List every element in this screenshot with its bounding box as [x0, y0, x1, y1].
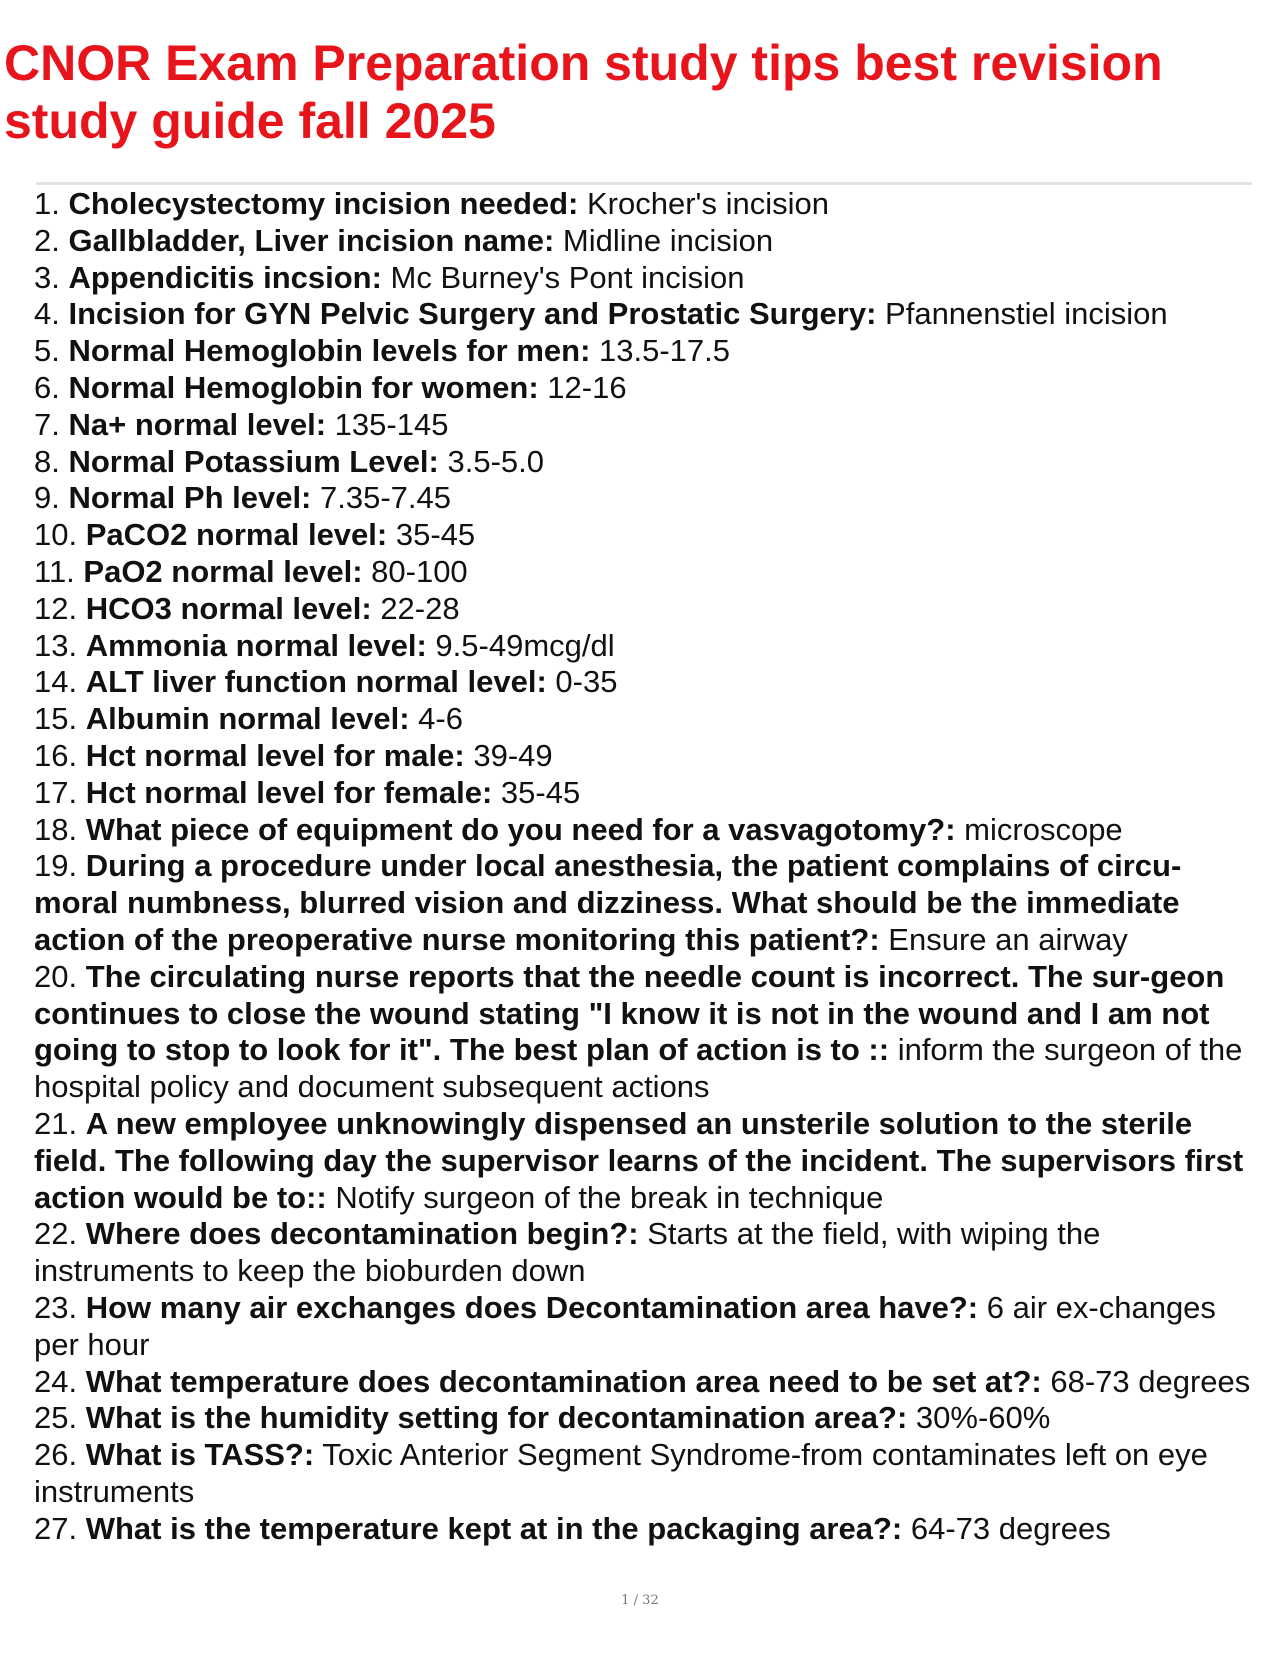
- item-answer: 39-49: [464, 737, 553, 773]
- item-answer: 4-6: [409, 701, 463, 737]
- item-answer: 30%-60%: [907, 1400, 1051, 1436]
- item-question: Normal Hemoglobin for women:: [68, 369, 539, 405]
- item-number: 21.: [34, 1105, 86, 1141]
- item-question: Normal Potassium Level:: [68, 443, 439, 479]
- list-item: [34, 1290, 1264, 1364]
- item-number: 10.: [34, 517, 86, 553]
- item-answer: 9.5-49mcg/dl: [426, 627, 615, 663]
- item-answer: 22-28: [371, 590, 460, 626]
- list-item: [34, 1216, 1264, 1290]
- item-number: 23.: [34, 1289, 86, 1325]
- item-answer: 6 air ex-changes per hour: [34, 1289, 1216, 1362]
- item-number: 20.: [34, 958, 86, 994]
- item-answer: Starts at the field, with wiping the instruments to keep the bioburden down: [34, 1216, 1101, 1289]
- item-question: Incision for GYN Pelvic Surgery and Prostatic Surgery:: [68, 296, 877, 332]
- item-answer: Toxic Anterior Segment Syndrome-from contaminates left on eye instruments: [34, 1437, 1208, 1509]
- page-indicator: 1 / 32: [621, 1593, 659, 1608]
- item-question: How many air exchanges does Decontamination area have?:: [85, 1289, 979, 1325]
- item-number: 2.: [34, 222, 69, 258]
- item-number: 7.: [34, 406, 69, 442]
- item-number: 26.: [34, 1437, 86, 1473]
- list-item: [34, 554, 1264, 591]
- list-item: [34, 260, 1264, 297]
- item-answer: 68-73 degrees: [1041, 1363, 1251, 1399]
- item-answer: 12-16: [538, 369, 627, 405]
- item-number: 15.: [34, 701, 86, 737]
- item-number: 4.: [34, 296, 69, 332]
- list-item: [34, 517, 1264, 554]
- item-number: 24.: [34, 1363, 86, 1399]
- list-item: [34, 848, 1264, 958]
- list-item: [34, 186, 1264, 223]
- item-answer: Midline incision: [554, 222, 774, 258]
- item-answer: Mc Burney's Pont incision: [381, 259, 745, 295]
- item-question: What is TASS?:: [85, 1437, 315, 1473]
- item-number: 6.: [34, 369, 69, 405]
- item-answer: 3.5-5.0: [438, 443, 544, 479]
- list-item: [34, 1511, 1264, 1548]
- item-number: 5.: [34, 333, 69, 369]
- item-answer: Pfannenstiel incision: [876, 296, 1168, 332]
- item-answer: microscope: [955, 811, 1123, 847]
- list-item: [34, 1400, 1264, 1437]
- item-answer: 35-45: [387, 517, 476, 553]
- item-question: PaO2 normal level:: [83, 553, 363, 589]
- item-number: 27.: [34, 1510, 86, 1546]
- item-number: 17.: [34, 774, 86, 810]
- item-answer: 135-145: [326, 406, 449, 442]
- item-number: 3.: [34, 259, 69, 295]
- item-answer: 80-100: [362, 553, 468, 589]
- list-item: [34, 701, 1264, 738]
- item-number: 8.: [34, 443, 69, 479]
- list-item: [34, 1364, 1264, 1401]
- list-item: [34, 738, 1264, 775]
- list-item: [34, 1437, 1264, 1511]
- document-title: CNOR Exam Preparation study tips best revision study guide fall 2025: [4, 35, 1163, 149]
- list-item: [34, 664, 1264, 701]
- item-question: HCO3 normal level:: [85, 590, 372, 626]
- item-answer: 0-35: [546, 664, 618, 700]
- item-number: 1.: [34, 186, 69, 221]
- item-answer: Notify surgeon of the break in technique: [326, 1179, 884, 1215]
- item-question: During a procedure under local anesthesia, the patient complains of circu-moral numbness, blurred vision and dizziness. What should be the immediate action of the preoperative nurse monitoring this patient?:: [34, 848, 1182, 957]
- item-number: 9.: [34, 480, 69, 516]
- item-question: Hct normal level for female:: [85, 774, 493, 810]
- item-answer: 7.35-7.45: [311, 480, 451, 516]
- list-item: [34, 444, 1264, 481]
- item-question: Where does decontamination begin?:: [85, 1216, 639, 1252]
- item-question: Hct normal level for male:: [85, 737, 465, 773]
- item-number: 22.: [34, 1216, 86, 1252]
- item-question: Gallbladder, Liver incision name:: [68, 222, 555, 258]
- item-question: PaCO2 normal level:: [85, 517, 388, 553]
- list-item: [34, 1106, 1264, 1216]
- item-question: Ammonia normal level:: [85, 627, 427, 663]
- item-answer: 64-73 degrees: [902, 1510, 1111, 1546]
- study-question-list: [34, 186, 1264, 1547]
- item-number: 13.: [34, 627, 86, 663]
- item-question: Appendicitis incsion:: [68, 259, 382, 295]
- item-question: What temperature does decontamination area need to be set at?:: [85, 1363, 1042, 1399]
- item-question: ALT liver function normal level:: [85, 664, 547, 700]
- item-answer: 13.5-17.5: [590, 333, 731, 369]
- list-item: [34, 628, 1264, 665]
- item-number: 25.: [34, 1400, 86, 1436]
- item-question: What is the humidity setting for decontamination area?:: [85, 1400, 908, 1436]
- item-answer: 35-45: [492, 774, 581, 810]
- item-answer: Krocher's incision: [578, 186, 829, 221]
- item-number: 19.: [34, 848, 86, 884]
- item-number: 16.: [34, 737, 86, 773]
- item-number: 12.: [34, 590, 86, 626]
- item-question: What is the temperature kept at in the packaging area?:: [85, 1510, 903, 1546]
- list-item: [34, 407, 1264, 444]
- list-item: [34, 296, 1264, 333]
- list-item: [34, 775, 1264, 812]
- item-question: The circulating nurse reports that the needle count is incorrect. The sur-geon continues to close the wound stating "I know it is not in the wound and I am not going to stop to look for it". The best plan of action is to ::: [34, 958, 1225, 1068]
- item-question: Normal Hemoglobin levels for men:: [68, 333, 591, 369]
- item-question: Na+ normal level:: [68, 406, 327, 442]
- item-question: Normal Ph level:: [68, 480, 312, 516]
- list-item: [34, 812, 1264, 849]
- item-answer: inform the surgeon of the hospital policy and document subsequent actions: [34, 1032, 1243, 1105]
- item-number: 14.: [34, 664, 86, 700]
- header-divider: [36, 182, 1252, 185]
- list-item: [34, 959, 1264, 1106]
- item-answer: Ensure an airway: [879, 921, 1128, 957]
- item-question: Cholecystectomy incision needed:: [68, 186, 579, 221]
- list-item: [34, 333, 1264, 370]
- list-item: [34, 591, 1264, 628]
- item-number: 18.: [34, 811, 86, 847]
- item-number: 11.: [34, 553, 84, 589]
- item-question: A new employee unknowingly dispensed an unsterile solution to the sterile field. The following day the supervisor learns of the incident. The supervisors first action would be to::: [34, 1105, 1244, 1215]
- list-item: [34, 223, 1264, 260]
- list-item: [34, 370, 1264, 407]
- list-item: [34, 480, 1264, 517]
- item-question: Albumin normal level:: [85, 701, 410, 737]
- item-question: What piece of equipment do you need for a vasvagotomy?:: [85, 811, 956, 847]
